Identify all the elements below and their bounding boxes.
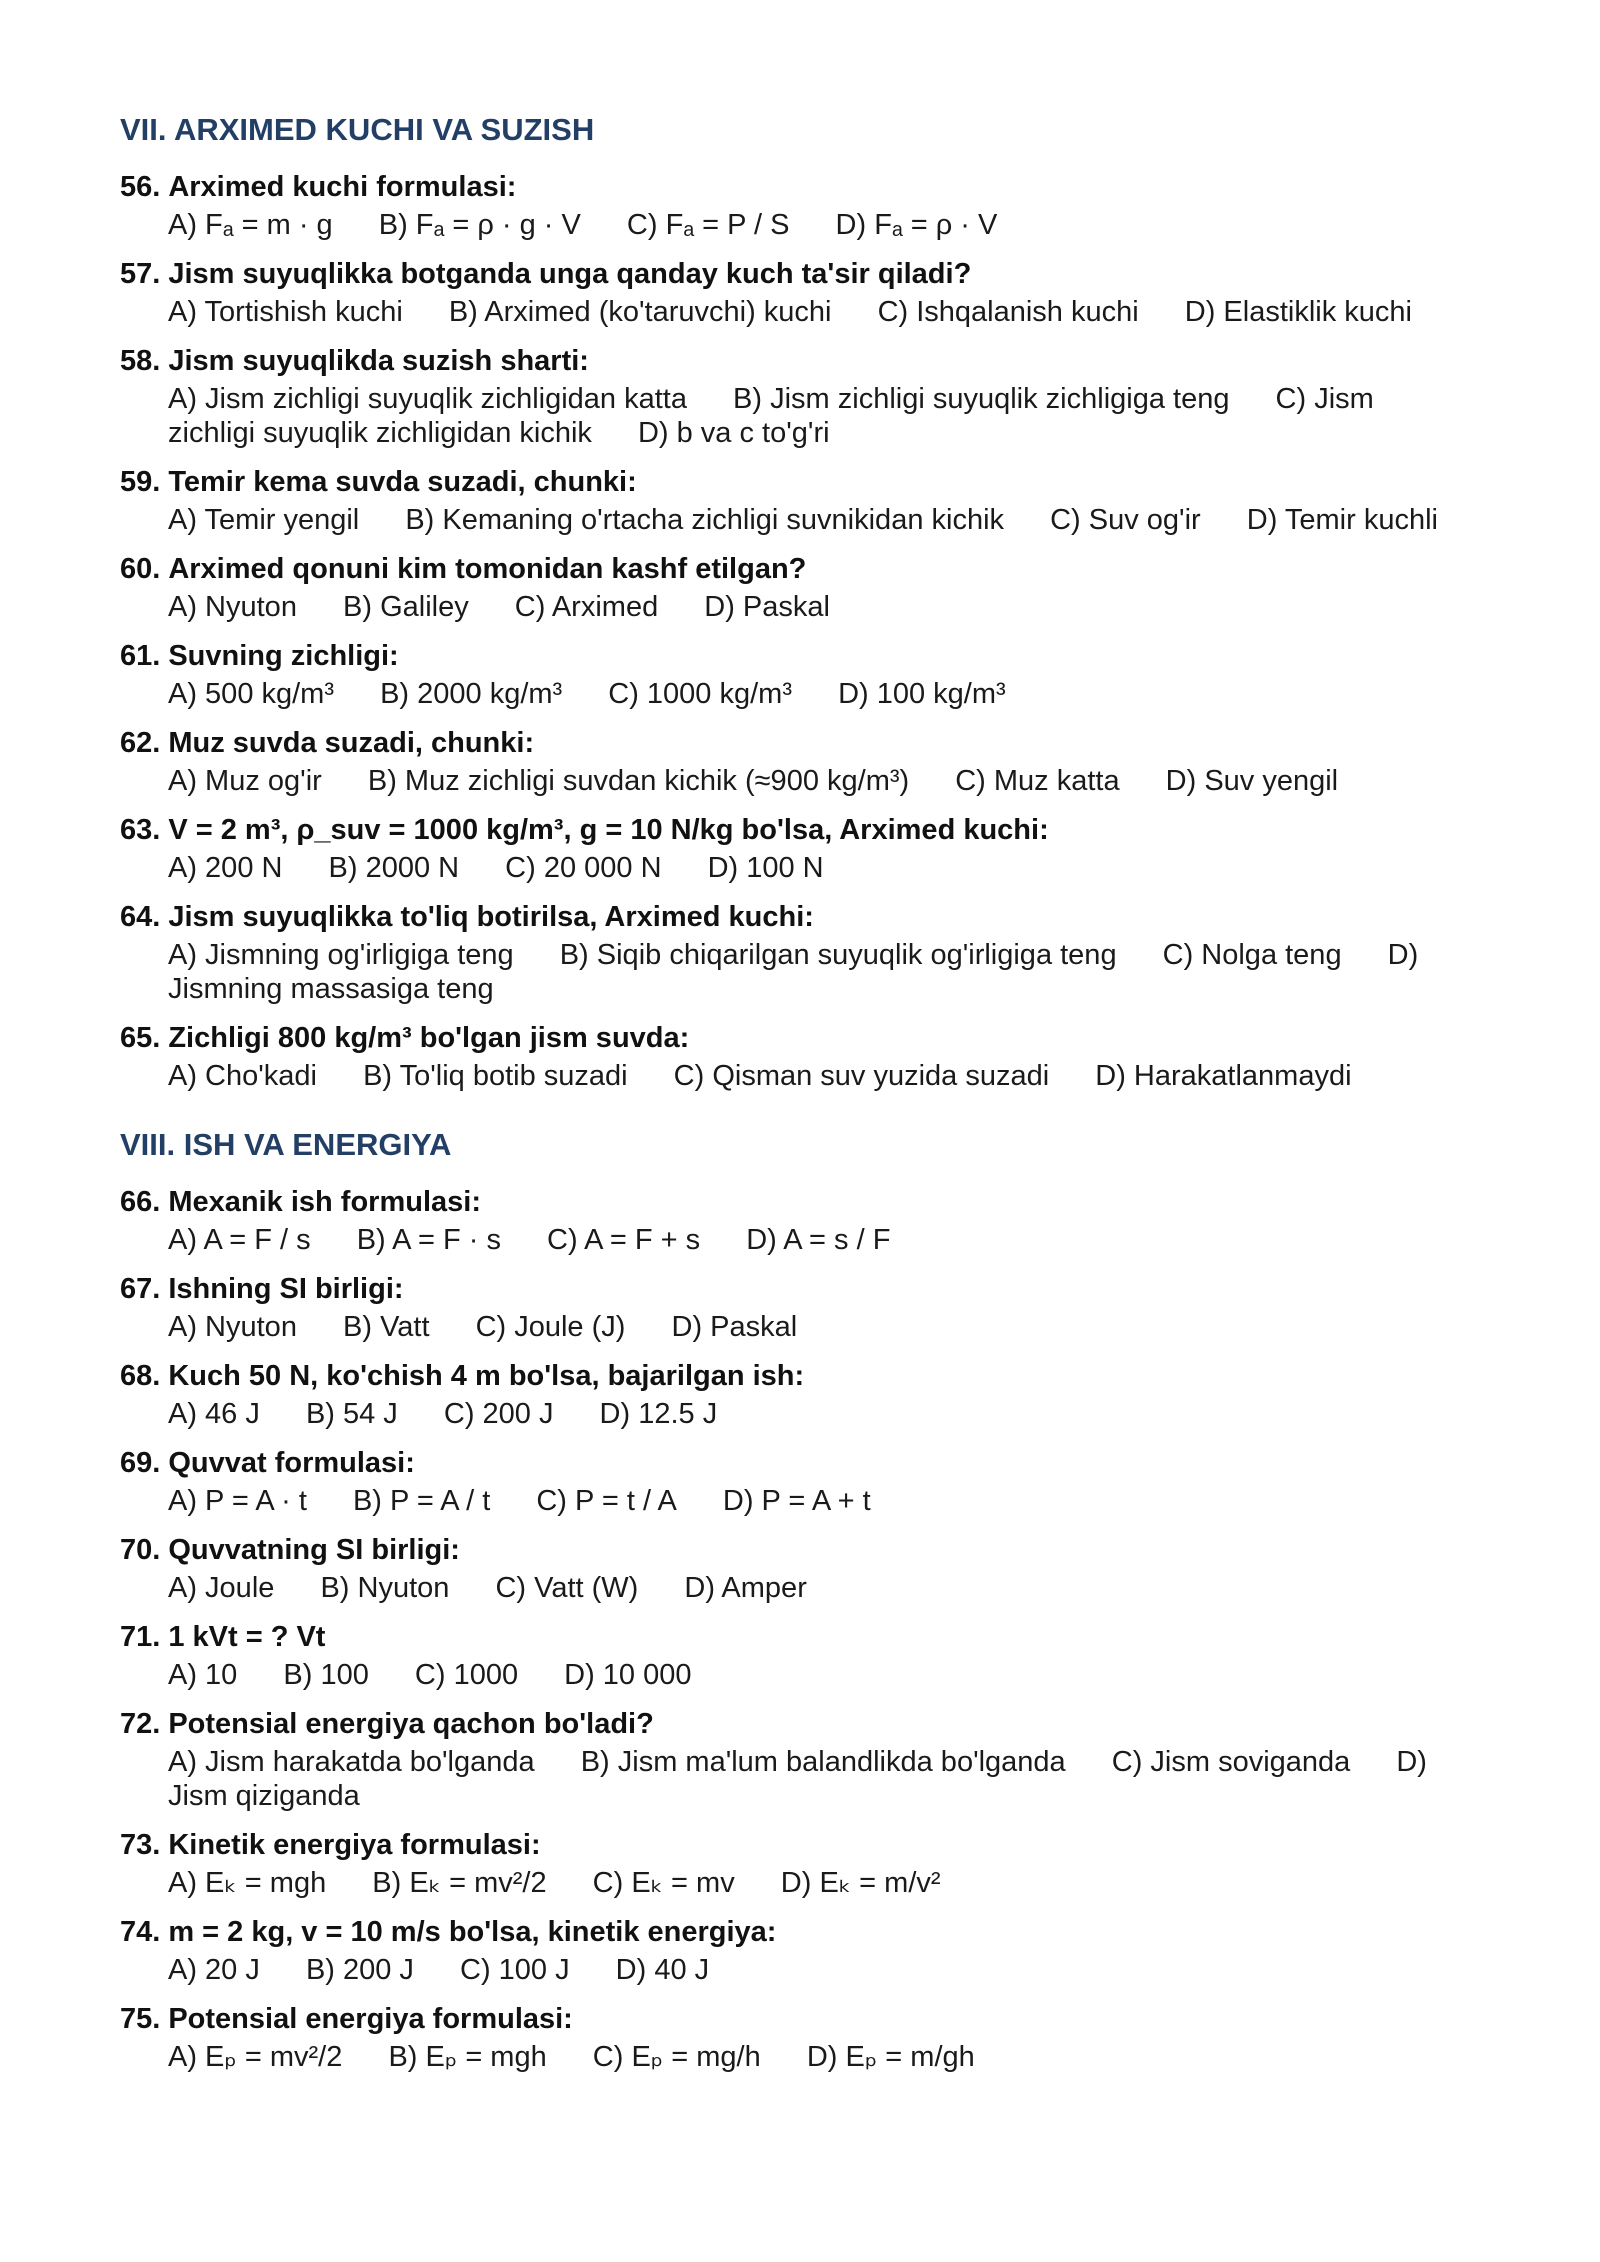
- answer-option: A) Jismning og'irligiga teng: [168, 939, 514, 971]
- answer-option: A) P = A · t: [168, 1485, 307, 1517]
- question-number: 74.: [120, 1916, 161, 1948]
- answer-options: [120, 503, 1460, 537]
- answer-option: B) A = F · s: [356, 1224, 501, 1256]
- answer-options: [120, 851, 1460, 885]
- question-prompt: 1 kVt = ? Vt: [168, 1621, 326, 1653]
- question-item: [120, 1620, 1460, 1692]
- answer-option: D) Paskal: [704, 591, 830, 623]
- answer-option: A) Eₚ = mv²/2: [168, 2041, 343, 2073]
- answer-option: A) Fₐ = m · g: [168, 209, 333, 241]
- question-prompt: Ishning SI birligi:: [168, 1273, 404, 1305]
- question-item: [120, 900, 1460, 1006]
- answer-option: C) Vatt (W): [495, 1572, 639, 1604]
- question-item: [120, 1828, 1460, 1900]
- question-text: [120, 726, 1460, 760]
- question-item: [120, 1446, 1460, 1518]
- answer-option: A) Joule: [168, 1572, 275, 1604]
- answer-option: B) Nyuton: [320, 1572, 450, 1604]
- answer-option: A) 10: [168, 1659, 238, 1691]
- question-text: [120, 1533, 1460, 1567]
- question-prompt: Quvvatning SI birligi:: [168, 1534, 460, 1566]
- document-page: [120, 112, 1460, 2089]
- answer-option: D) 10 000: [564, 1659, 692, 1691]
- question-text: [120, 1707, 1460, 1741]
- question-text: [120, 1021, 1460, 1055]
- answer-options: [120, 1571, 1460, 1605]
- answer-option: C) Ishqalanish kuchi: [877, 296, 1139, 328]
- question-number: 59.: [120, 466, 161, 498]
- answer-option: B) 2000 N: [328, 852, 460, 884]
- answer-option: C) 20 000 N: [505, 852, 662, 884]
- answer-option: B) Jism zichligi suyuqlik zichligiga teng: [733, 383, 1230, 415]
- question-prompt: Potensial energiya formulasi:: [168, 2003, 573, 2035]
- answer-option: B) Vatt: [343, 1311, 430, 1343]
- answer-option: D) P = A + t: [722, 1485, 871, 1517]
- answer-option: B) Arximed (ko'taruvchi) kuchi: [448, 296, 832, 328]
- answer-option: D) 40 J: [615, 1954, 710, 1986]
- question-number: 73.: [120, 1829, 161, 1861]
- question-item: [120, 813, 1460, 885]
- answer-option: D) 100 kg/m³: [838, 678, 1006, 710]
- question-text: [120, 1272, 1460, 1306]
- answer-option: A) 46 J: [168, 1398, 260, 1430]
- answer-option: B) Siqib chiqarilgan suyuqlik og'irligiga teng: [559, 939, 1117, 971]
- answer-options: [120, 1059, 1460, 1093]
- question-text: [120, 813, 1460, 847]
- answer-option: B) To'liq botib suzadi: [363, 1060, 628, 1092]
- answer-option: A) A = F / s: [168, 1224, 311, 1256]
- question-item: [120, 1359, 1460, 1431]
- question-number: 62.: [120, 727, 161, 759]
- question-number: 69.: [120, 1447, 161, 1479]
- question-text: [120, 552, 1460, 586]
- answer-option: D) Fₐ = ρ · V: [835, 209, 998, 241]
- question-number: 67.: [120, 1273, 161, 1305]
- question-number: 61.: [120, 640, 161, 672]
- answer-option: A) 200 N: [168, 852, 283, 884]
- answer-option: D) Temir kuchli: [1246, 504, 1438, 536]
- question-number: 66.: [120, 1186, 161, 1218]
- question-number: 57.: [120, 258, 161, 290]
- answer-options: [120, 208, 1460, 242]
- section-title: VIII. ISH VA ENERGIYA: [120, 1127, 452, 1162]
- answer-option: C) Arximed: [514, 591, 659, 623]
- answer-option: A) Nyuton: [168, 591, 297, 623]
- answer-option: B) 2000 kg/m³: [380, 678, 563, 710]
- question-prompt: Muz suvda suzadi, chunki:: [168, 727, 535, 759]
- answer-options: [120, 1953, 1460, 1987]
- answer-option: A) Jism zichligi suyuqlik zichligidan katta: [168, 383, 687, 415]
- answer-option: B) 200 J: [305, 1954, 414, 1986]
- question-item: [120, 1021, 1460, 1093]
- answer-option: A) Eₖ = mgh: [168, 1867, 327, 1899]
- question-text: [120, 257, 1460, 291]
- question-text: [120, 1185, 1460, 1219]
- question-prompt: Zichligi 800 kg/m³ bo'lgan jism suvda:: [168, 1022, 690, 1054]
- question-item: [120, 257, 1460, 329]
- question-item: [120, 344, 1460, 450]
- answer-option: D) Harakatlanmaydi: [1095, 1060, 1352, 1092]
- question-text: [120, 900, 1460, 934]
- answer-option: C) 1000 kg/m³: [608, 678, 792, 710]
- answer-options: [120, 1397, 1460, 1431]
- answer-option: D) Elastiklik kuchi: [1184, 296, 1412, 328]
- answer-options: [120, 1223, 1460, 1257]
- answer-option: B) Eₖ = mv²/2: [372, 1867, 547, 1899]
- question-text: [120, 170, 1460, 204]
- question-number: 71.: [120, 1621, 161, 1653]
- answer-option: D) Amper: [684, 1572, 807, 1604]
- answer-option: B) Muz zichligi suvdan kichik (≈900 kg/m³): [367, 765, 910, 797]
- question-text: [120, 639, 1460, 673]
- question-text: [120, 1915, 1460, 1949]
- answer-options: [120, 1658, 1460, 1692]
- answer-option: C) P = t / A: [536, 1485, 677, 1517]
- question-number: 64.: [120, 901, 161, 933]
- answer-options: [120, 590, 1460, 624]
- answer-option: C) Suv og'ir: [1050, 504, 1201, 536]
- question-prompt: Kuch 50 N, ko'chish 4 m bo'lsa, bajarilgan ish:: [168, 1360, 805, 1392]
- answer-option: B) Galiley: [343, 591, 469, 623]
- question-prompt: Arximed qonuni kim tomonidan kashf etilgan?: [168, 553, 807, 585]
- answer-option: D) 12.5 J: [599, 1398, 718, 1430]
- answer-options: [120, 677, 1460, 711]
- answer-option: C) Muz katta: [955, 765, 1120, 797]
- answer-option: C) Joule (J): [475, 1311, 626, 1343]
- answer-options: [120, 1484, 1460, 1518]
- question-prompt: Jism suyuqlikka botganda unga qanday kuch ta'sir qiladi?: [168, 258, 972, 290]
- answer-option: A) 500 kg/m³: [168, 678, 334, 710]
- answer-options: [120, 295, 1460, 329]
- question-prompt: Kinetik energiya formulasi:: [168, 1829, 541, 1861]
- answer-option: C) Jism soviganda: [1111, 1746, 1351, 1778]
- answer-option: D) Eₚ = m/gh: [806, 2041, 975, 2073]
- answer-option: C) 1000: [414, 1659, 519, 1691]
- answer-option: A) Tortishish kuchi: [168, 296, 403, 328]
- answer-option: A) Nyuton: [168, 1311, 297, 1343]
- answer-option: A) Cho'kadi: [168, 1060, 317, 1092]
- question-prompt: Quvvat formulasi:: [168, 1447, 415, 1479]
- question-number: 60.: [120, 553, 161, 585]
- answer-option: D) Eₖ = m/v²: [780, 1867, 941, 1899]
- question-number: 72.: [120, 1708, 161, 1740]
- answer-option: A) Jism harakatda bo'lganda: [168, 1746, 535, 1778]
- question-number: 58.: [120, 345, 161, 377]
- answer-option: B) P = A / t: [352, 1485, 491, 1517]
- answer-option: C) 200 J: [443, 1398, 554, 1430]
- answer-options: [120, 2040, 1460, 2074]
- question-text: [120, 1446, 1460, 1480]
- answer-option: B) Kemaning o'rtacha zichligi suvnikidan kichik: [405, 504, 1005, 536]
- question-item: [120, 465, 1460, 537]
- answer-option: A) Temir yengil: [168, 504, 360, 536]
- answer-option: D) Jismning massasiga teng: [168, 939, 1419, 1005]
- question-prompt: Potensial energiya qachon bo'ladi?: [168, 1708, 654, 1740]
- answer-option: C) Eₖ = mv: [592, 1867, 735, 1899]
- answer-option: D) A = s / F: [746, 1224, 891, 1256]
- question-number: 75.: [120, 2003, 161, 2035]
- answer-option: D) 100 N: [707, 852, 824, 884]
- answer-options: [120, 1745, 1460, 1813]
- answer-options: [120, 382, 1460, 450]
- answer-options: [120, 938, 1460, 1006]
- question-item: [120, 1707, 1460, 1813]
- answer-option: C) A = F + s: [547, 1224, 701, 1256]
- question-item: [120, 639, 1460, 711]
- answer-option: B) Fₐ = ρ · g · V: [378, 209, 581, 241]
- question-number: 56.: [120, 171, 161, 203]
- question-item: [120, 1185, 1460, 1257]
- question-prompt: Suvning zichligi:: [168, 640, 399, 672]
- answer-option: A) Muz og'ir: [168, 765, 322, 797]
- question-number: 63.: [120, 814, 161, 846]
- answer-options: [120, 1310, 1460, 1344]
- question-item: [120, 1533, 1460, 1605]
- answer-option: A) 20 J: [168, 1954, 260, 1986]
- answer-option: D) Jism qiziganda: [168, 1746, 1427, 1812]
- question-prompt: Temir kema suvda suzadi, chunki:: [168, 466, 637, 498]
- answer-options: [120, 764, 1460, 798]
- question-number: 68.: [120, 1360, 161, 1392]
- question-prompt: V = 2 m³, ρ_suv = 1000 kg/m³, g = 10 N/kg bo'lsa, Arximed kuchi:: [168, 814, 1049, 846]
- answer-option: B) Eₚ = mgh: [388, 2041, 547, 2073]
- question-prompt: Jism suyuqlikka to'liq botirilsa, Arximed kuchi:: [168, 901, 814, 933]
- question-prompt: Arximed kuchi formulasi:: [168, 171, 517, 203]
- question-text: [120, 465, 1460, 499]
- question-item: [120, 726, 1460, 798]
- question-prompt: m = 2 kg, v = 10 m/s bo'lsa, kinetik energiya:: [168, 1916, 777, 1948]
- answer-option: B) 54 J: [305, 1398, 398, 1430]
- question-item: [120, 2002, 1460, 2074]
- question-text: [120, 1620, 1460, 1654]
- answer-option: C) Nolga teng: [1162, 939, 1342, 971]
- question-prompt: Mexanik ish formulasi:: [168, 1186, 481, 1218]
- answer-options: [120, 1866, 1460, 1900]
- answer-option: C) 100 J: [460, 1954, 570, 1986]
- question-item: [120, 1272, 1460, 1344]
- answer-option: D) Paskal: [671, 1311, 798, 1343]
- answer-option: C) Qisman suv yuzida suzadi: [673, 1060, 1050, 1092]
- answer-option: C) Fₐ = P / S: [626, 209, 790, 241]
- question-item: [120, 552, 1460, 624]
- question-prompt: Jism suyuqlikda suzish sharti:: [168, 345, 589, 377]
- answer-option: B) Jism ma'lum balandlikda bo'lganda: [580, 1746, 1066, 1778]
- question-text: [120, 1828, 1460, 1862]
- section-title: VII. ARXIMED KUCHI VA SUZISH: [120, 112, 595, 147]
- answer-option: D) Suv yengil: [1165, 765, 1339, 797]
- answer-option: D) b va c to'g'ri: [637, 417, 830, 449]
- question-number: 65.: [120, 1022, 161, 1054]
- question-number: 70.: [120, 1534, 161, 1566]
- question-item: [120, 1915, 1460, 1987]
- question-text: [120, 2002, 1460, 2036]
- answer-option: C) Eₚ = mg/h: [592, 2041, 761, 2073]
- question-text: [120, 1359, 1460, 1393]
- question-text: [120, 344, 1460, 378]
- answer-option: C) Jism zichligi suyuqlik zichligidan kichik: [168, 383, 1374, 449]
- answer-option: B) 100: [283, 1659, 369, 1691]
- question-item: [120, 170, 1460, 242]
